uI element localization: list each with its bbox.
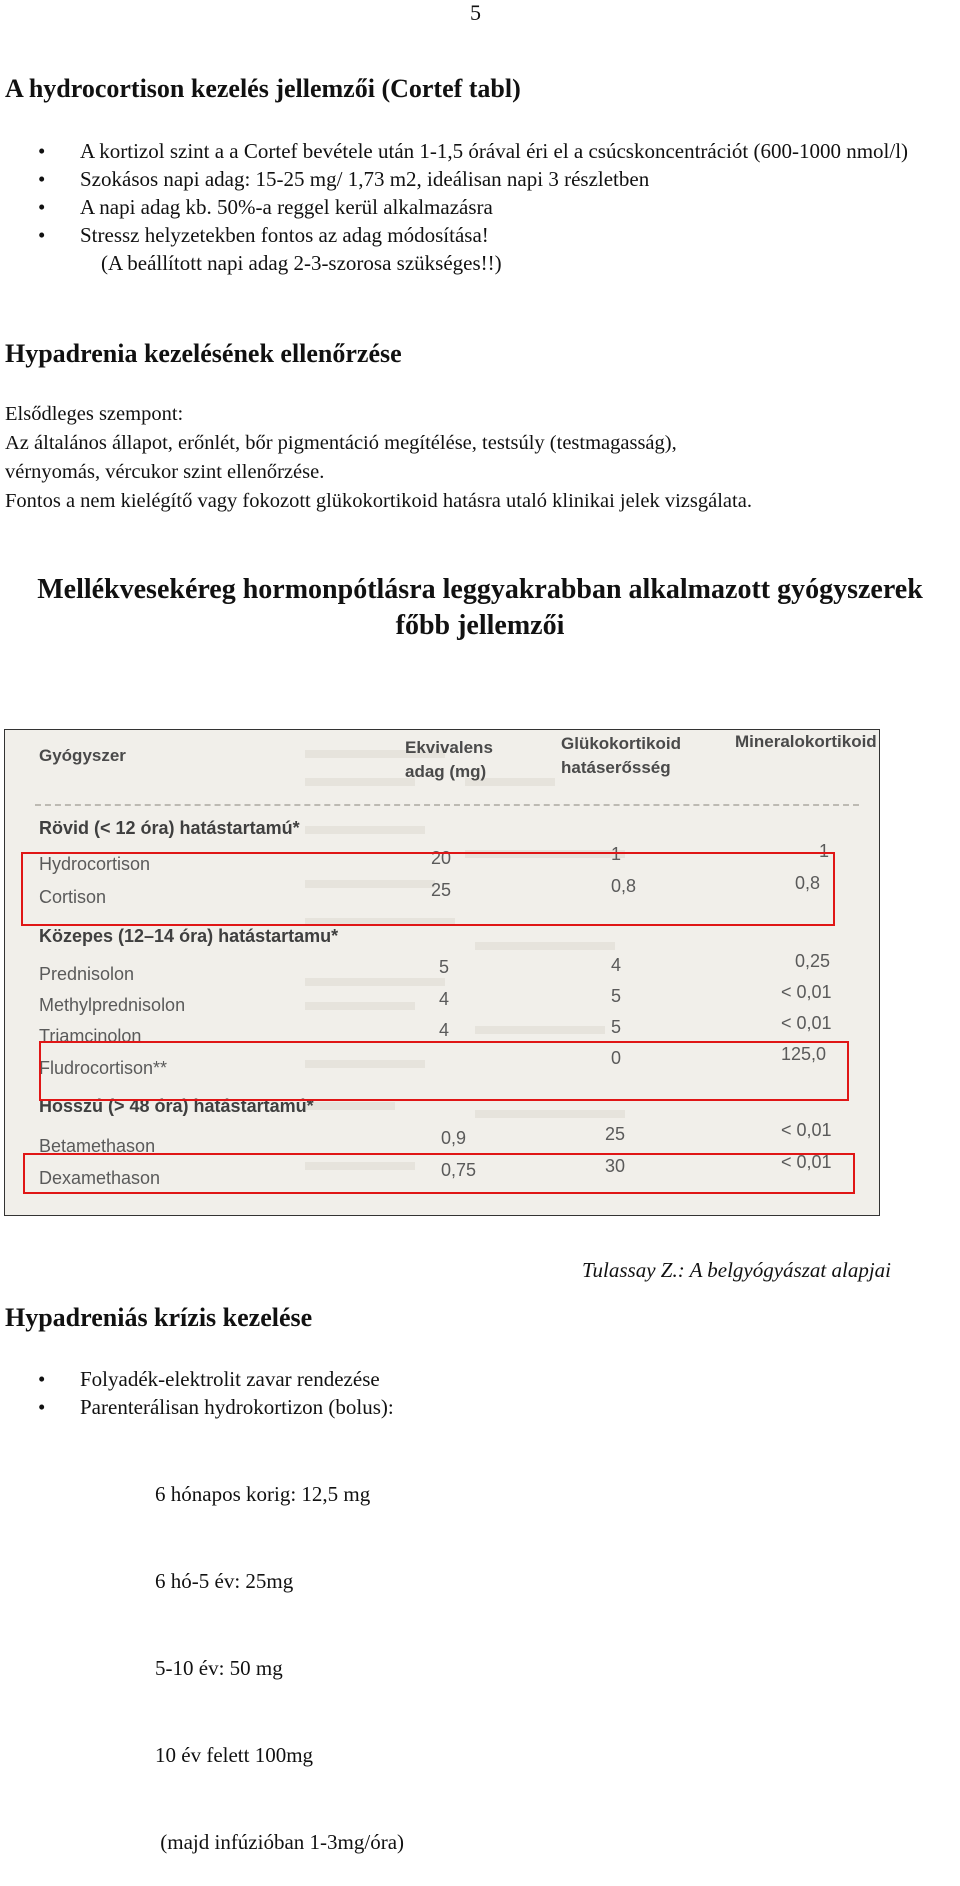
section-title-crisis: Hypadreniás krízis kezelése (5, 1303, 313, 1332)
table-cell-gluco: 5 (611, 1017, 622, 1037)
highlight-box-fludrocortison (39, 1041, 849, 1101)
list-item: • Parenterálisan hydrokortizon (bolus): (38, 1395, 394, 1419)
paragraph-line: vérnyomás, vércukor szint ellenőrzése. (5, 461, 325, 483)
table-row-drug: Triamcinolon (39, 1026, 142, 1046)
table-cell-gluco: 0 (611, 1048, 622, 1068)
bullet-icon: • (38, 1395, 46, 1419)
highlight-box-short-acting (21, 852, 835, 926)
table-cell-equiv: 5 (439, 957, 450, 977)
table-cell-equiv: 4 (439, 1020, 450, 1040)
highlight-box-dexamethason (23, 1153, 855, 1194)
table-row-drug: Cortison (39, 887, 107, 907)
table-cell-equiv: 20 (431, 848, 452, 868)
group-title-medium: Közepes (12–14 óra) hatástartamu* (39, 926, 339, 946)
bullet-icon: • (38, 167, 46, 191)
table-section-title: Mellékvesekéreg hormonpótlásra leggyakrabban alkalmazott gyógyszerek főbb jellemzői (37, 574, 923, 641)
group-title-short: Rövid (< 12 óra) hatástartamú* (39, 818, 300, 838)
list-item: • Stressz helyzetekben fontos az adag módosítása! (38, 223, 489, 247)
list-item: 6 hónapos korig: 12,5 mg (155, 1482, 371, 1506)
table-cell-mineral: 1 (819, 841, 830, 861)
table-cell-mineral: < 0,01 (781, 1152, 832, 1172)
table-row-drug: Prednisolon (39, 964, 135, 984)
header-drug: Gyógyszer (39, 746, 126, 765)
dosage-by-age-list (155, 1422, 404, 1886)
table-cell-equiv: 0,9 (441, 1128, 467, 1148)
table-cell-equiv: 0,75 (441, 1160, 477, 1180)
list-item: (majd infúzióban 1-3mg/óra) (155, 1830, 405, 1854)
table-cell-gluco: 25 (605, 1124, 626, 1144)
table-cell-gluco: 1 (611, 844, 622, 864)
list-item-note: (A beállított napi adag 2-3-szorosa szükséges!!) (101, 251, 502, 275)
table-cell-equiv: 25 (431, 880, 452, 900)
header-mineralocorticoid: Mineralokortikoid (735, 732, 877, 751)
group-title-long: Hosszú (> 48 óra) hatástartamú* (39, 1096, 314, 1116)
list-item: • Szokásos napi adag: 15-25 mg/ 1,73 m2, ideálisan napi 3 részletben (38, 167, 650, 191)
list-item: 10 év felett 100mg (155, 1743, 314, 1767)
paragraph-line: Az általános állapot, erőnlét, bőr pigmentáció megítélése, testsúly (testmagasság), (5, 432, 677, 454)
table-row-drug: Fludrocortison** (39, 1058, 168, 1078)
table-cell-mineral: 0,25 (795, 951, 831, 971)
drug-comparison-table-scan (4, 729, 880, 1216)
table-cell-gluco: 30 (605, 1156, 626, 1176)
header-glucocorticoid: Glükokortikoid hatáserősség (561, 734, 681, 777)
paragraph-line: Elsődleges szempont: (5, 403, 184, 425)
list-item: • Folyadék-elektrolit zavar rendezése (38, 1367, 380, 1391)
table-row-drug: Betamethason (39, 1136, 156, 1156)
section-title-hypadrenia-control: Hypadrenia kezelésének ellenőrzése (5, 339, 402, 368)
section-title-cortef: A hydrocortison kezelés jellemzői (Cortef tabl) (5, 74, 521, 103)
table-cell-gluco: 5 (611, 986, 622, 1006)
header-equivalent: Ekvivalens adag (mg) (405, 738, 493, 781)
bullet-icon: • (38, 195, 46, 219)
table-cell-equiv: 4 (439, 989, 450, 1009)
list-item: 6 hó-5 év: 25mg (155, 1569, 294, 1593)
bullet-icon: • (38, 139, 46, 163)
crisis-bullet-list (38, 1365, 918, 1421)
table-source-citation: Tulassay Z.: A belgyógyászat alapjai (582, 1258, 891, 1282)
table-cell-mineral: 125,0 (781, 1044, 827, 1064)
cortef-bullet-list (38, 137, 948, 277)
list-item: • A kortizol szint a a Cortef bevétele után 1-1,5 órával éri el a csúcskoncentrációt (600-1000 nmol/l) (38, 139, 909, 163)
header-rule (35, 804, 859, 806)
table-cell-mineral: 0,8 (795, 873, 821, 893)
page-number: 5 (470, 0, 481, 25)
list-item: • A napi adag kb. 50%-a reggel kerül alkalmazásra (38, 195, 493, 219)
list-item: 5-10 év: 50 mg (155, 1656, 283, 1680)
bullet-icon: • (38, 1367, 46, 1391)
table-cell-mineral: < 0,01 (781, 1013, 832, 1033)
table-cell-gluco: 0,8 (611, 876, 637, 896)
paragraph-line: Fontos a nem kielégítő vagy fokozott glükokortikoid hatásra utaló klinikai jelek vizsgálata. (5, 490, 752, 512)
table-cell-mineral: < 0,01 (781, 1120, 832, 1140)
bullet-icon: • (38, 223, 46, 247)
table-row-drug: Hydrocortison (39, 854, 151, 874)
table-cell-gluco: 4 (611, 955, 622, 975)
table-cell-mineral: < 0,01 (781, 982, 832, 1002)
table-row-drug: Dexamethason (39, 1168, 161, 1188)
table-row-drug: Methylprednisolon (39, 995, 186, 1015)
hypadrenia-control-text (5, 400, 955, 516)
